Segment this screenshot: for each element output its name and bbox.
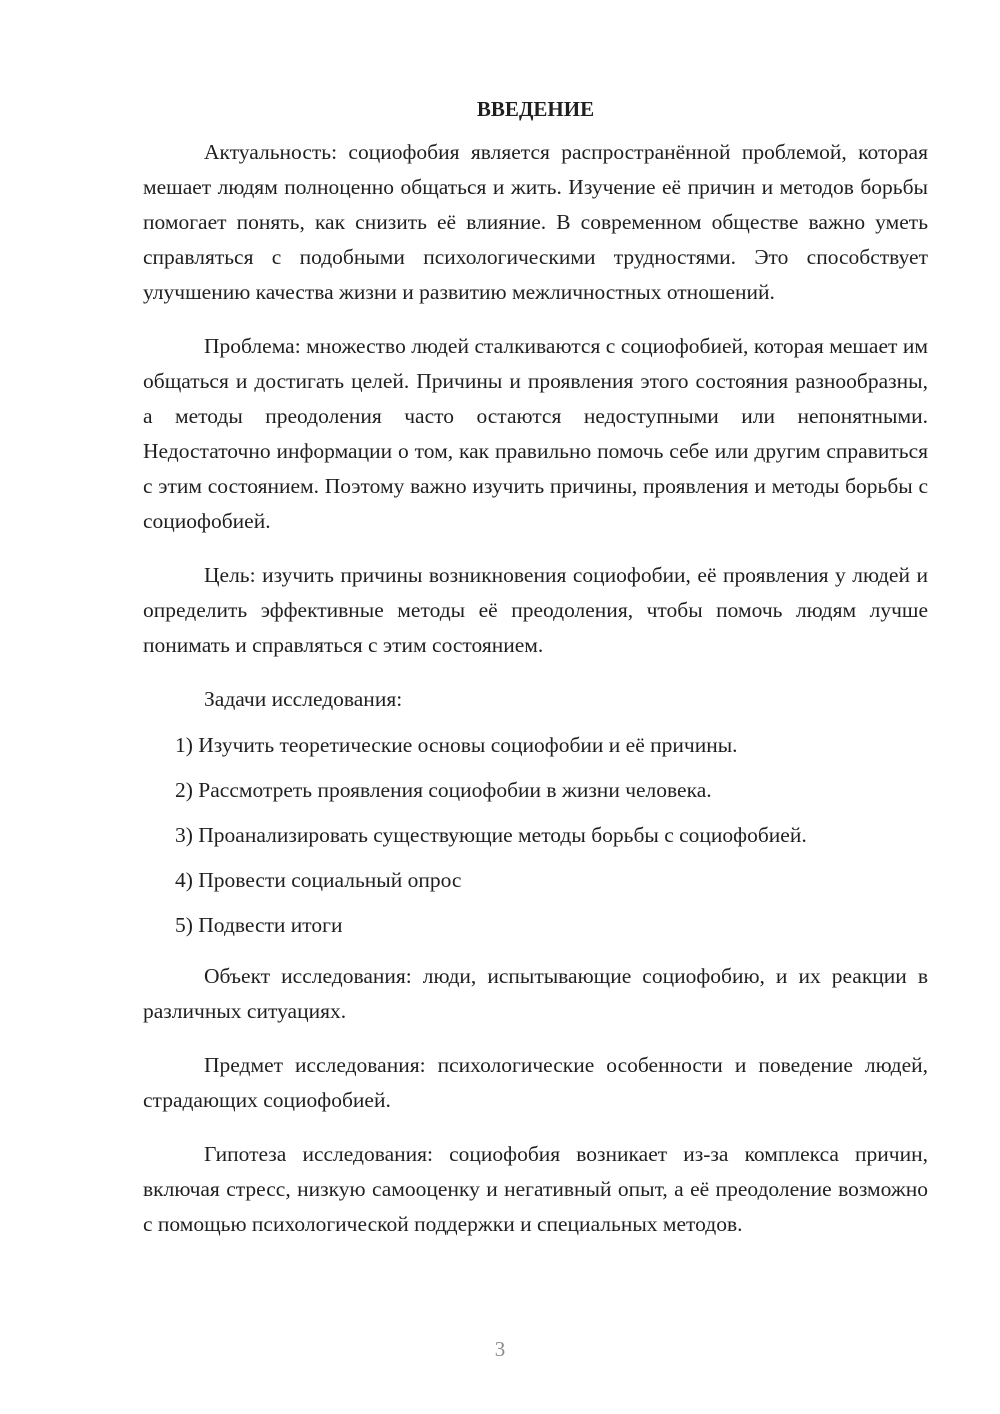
- task-item: 1) Изучить теоретические основы социофобии и её причины.: [175, 733, 738, 757]
- goal-paragraph: Цель: изучить причины возникновения социофобии, её проявления у людей и определить эффективные методы её преодоления, чтобы помочь людям лучше понимать и справляться с этим состоянием.: [143, 563, 928, 657]
- page-number: 3: [494, 1337, 506, 1361]
- task-item: 4) Провести социальный опрос: [175, 868, 462, 892]
- hypothesis-paragraph: Гипотеза исследования: социофобия возникает из-за комплекса причин, включая стресс, низкую самооценку и негативный опыт, а её преодоление возможно с помощью психологической поддержки и специальных методов.: [143, 1142, 928, 1236]
- tasks-heading: Задачи исследования:: [204, 687, 403, 711]
- task-item: 2) Рассмотреть проявления социофобии в жизни человека.: [175, 778, 712, 802]
- object-paragraph: Объект исследования: люди, испытывающие социофобию, и их реакции в различных ситуациях.: [143, 964, 928, 1023]
- task-item: 5) Подвести итоги: [175, 913, 343, 937]
- problem-paragraph: Проблема: множество людей сталкиваются с социофобией, которая мешает им общаться и достигать целей. Причины и проявления этого состояния разнообразны, а методы преодоления часто остаются недоступными или непонятными. Недостаточно информации о том, как правильно помочь себе или другим справиться с этим состоянием. Поэтому важно изучить причины, проявления и методы борьбы с социофобией.: [143, 334, 928, 533]
- task-list: [143, 728, 928, 943]
- document-page: [143, 92, 928, 1242]
- subject-paragraph: Предмет исследования: психологические особенности и поведение людей, страдающих социофобией.: [143, 1053, 928, 1112]
- document-title: ВВЕДЕНИЕ: [476, 97, 595, 121]
- relevance-paragraph: Актуальность: социофобия является распространённой проблемой, которая мешает людям полноценно общаться и жить. Изучение её причин и методов борьбы помогает понять, как снизить её влияние. В современном обществе важно уметь справляться с подобными психологическими трудностями. Это способствует улучшению качества жизни и развитию межличностных отношений.: [143, 140, 928, 304]
- task-item: 3) Проанализировать существующие методы борьбы с социофобией.: [175, 823, 807, 847]
